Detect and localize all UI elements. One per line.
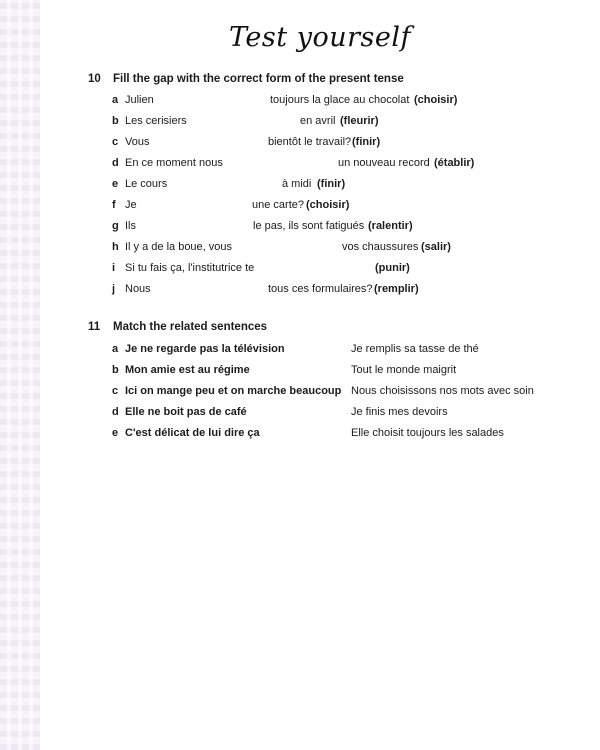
exercise-instruction: Match the related sentences [113, 321, 268, 333]
sentence-end: tous ces formulaires? [268, 283, 373, 295]
gap-fill-item [0, 157, 600, 175]
item-letter: d [112, 406, 119, 418]
left-sentence: Elle ne boit pas de café [125, 406, 247, 418]
right-sentence: Je finis mes devoirs [351, 406, 448, 418]
right-sentence: Je remplis sa tasse de thé [351, 343, 479, 355]
verb-hint: (punir) [375, 262, 410, 274]
gap-fill-item [0, 94, 600, 112]
sentence-end: à midi [282, 178, 312, 190]
item-letter: c [112, 136, 119, 148]
verb-hint: (finir) [352, 136, 381, 148]
item-letter: a [112, 343, 119, 355]
exercise-number: 10 [88, 73, 101, 85]
matching-item [0, 385, 600, 403]
gap-fill-item [0, 178, 600, 196]
sentence-end: le pas, ils sont fatigués [253, 220, 365, 232]
item-letter: d [112, 157, 119, 169]
sentence-start: Julien [125, 94, 154, 106]
sentence-end: vos chaussures [342, 241, 419, 253]
item-letter: b [112, 115, 119, 127]
verb-hint: (établir) [434, 157, 475, 169]
sentence-start: Si tu fais ça, l'institutrice te [125, 262, 255, 274]
left-sentence: Mon amie est au régime [125, 364, 250, 376]
verb-hint: (salir) [421, 241, 451, 253]
item-letter: b [112, 364, 119, 376]
right-sentence: Tout le monde maigrit [351, 364, 457, 376]
gap-fill-item [0, 220, 600, 238]
exercise-number: 11 [88, 321, 101, 333]
verb-hint: (remplir) [374, 283, 419, 295]
sentence-end: un nouveau record [338, 157, 430, 169]
verb-hint: (finir) [317, 178, 346, 190]
item-letter: h [112, 241, 119, 253]
item-letter: e [112, 178, 119, 190]
verb-hint: (choisir) [306, 199, 350, 211]
verb-hint: (ralentir) [368, 220, 413, 232]
matching-item [0, 364, 600, 382]
verb-hint: (choisir) [414, 94, 458, 106]
item-letter: a [112, 94, 119, 106]
page-title: Test yourself [229, 22, 411, 53]
gap-fill-item [0, 262, 600, 280]
item-letter: c [112, 385, 119, 397]
sentence-end: toujours la glace au chocolat [270, 94, 410, 106]
sentence-start: Nous [125, 283, 151, 295]
sentence-end: bientôt le travail? [268, 136, 352, 148]
item-letter: i [112, 262, 116, 274]
gap-fill-item [0, 199, 600, 217]
sentence-start: Je [125, 199, 137, 211]
left-sentence: Je ne regarde pas la télévision [125, 343, 285, 355]
item-letter: f [112, 199, 116, 211]
matching-item [0, 343, 600, 361]
sentence-start: Les cerisiers [125, 115, 187, 127]
sentence-start: En ce moment nous [125, 157, 223, 169]
exercise-instruction: Fill the gap with the correct form of the present tense [113, 73, 404, 85]
right-sentence: Nous choisissons nos mots avec soin [351, 385, 534, 397]
left-sentence: C'est délicat de lui dire ça [125, 427, 260, 439]
sentence-end: en avril [300, 115, 336, 127]
right-sentence: Elle choisit toujours les salades [351, 427, 504, 439]
sentence-start: Ils [125, 220, 136, 232]
item-letter: j [112, 283, 116, 295]
item-letter: e [112, 427, 119, 439]
verb-hint: (fleurir) [340, 115, 379, 127]
sentence-start: Le cours [125, 178, 168, 190]
left-sentence: Ici on mange peu et on marche beaucoup [125, 385, 342, 397]
gap-fill-item [0, 136, 600, 154]
item-letter: g [112, 220, 119, 232]
gap-fill-item [0, 241, 600, 259]
matching-item [0, 406, 600, 424]
gap-fill-item [0, 283, 600, 301]
sentence-end: une carte? [252, 199, 304, 211]
sentence-start: Vous [125, 136, 150, 148]
sentence-start: Il y a de la boue, vous [125, 241, 233, 253]
matching-item [0, 427, 600, 445]
gap-fill-item [0, 115, 600, 133]
